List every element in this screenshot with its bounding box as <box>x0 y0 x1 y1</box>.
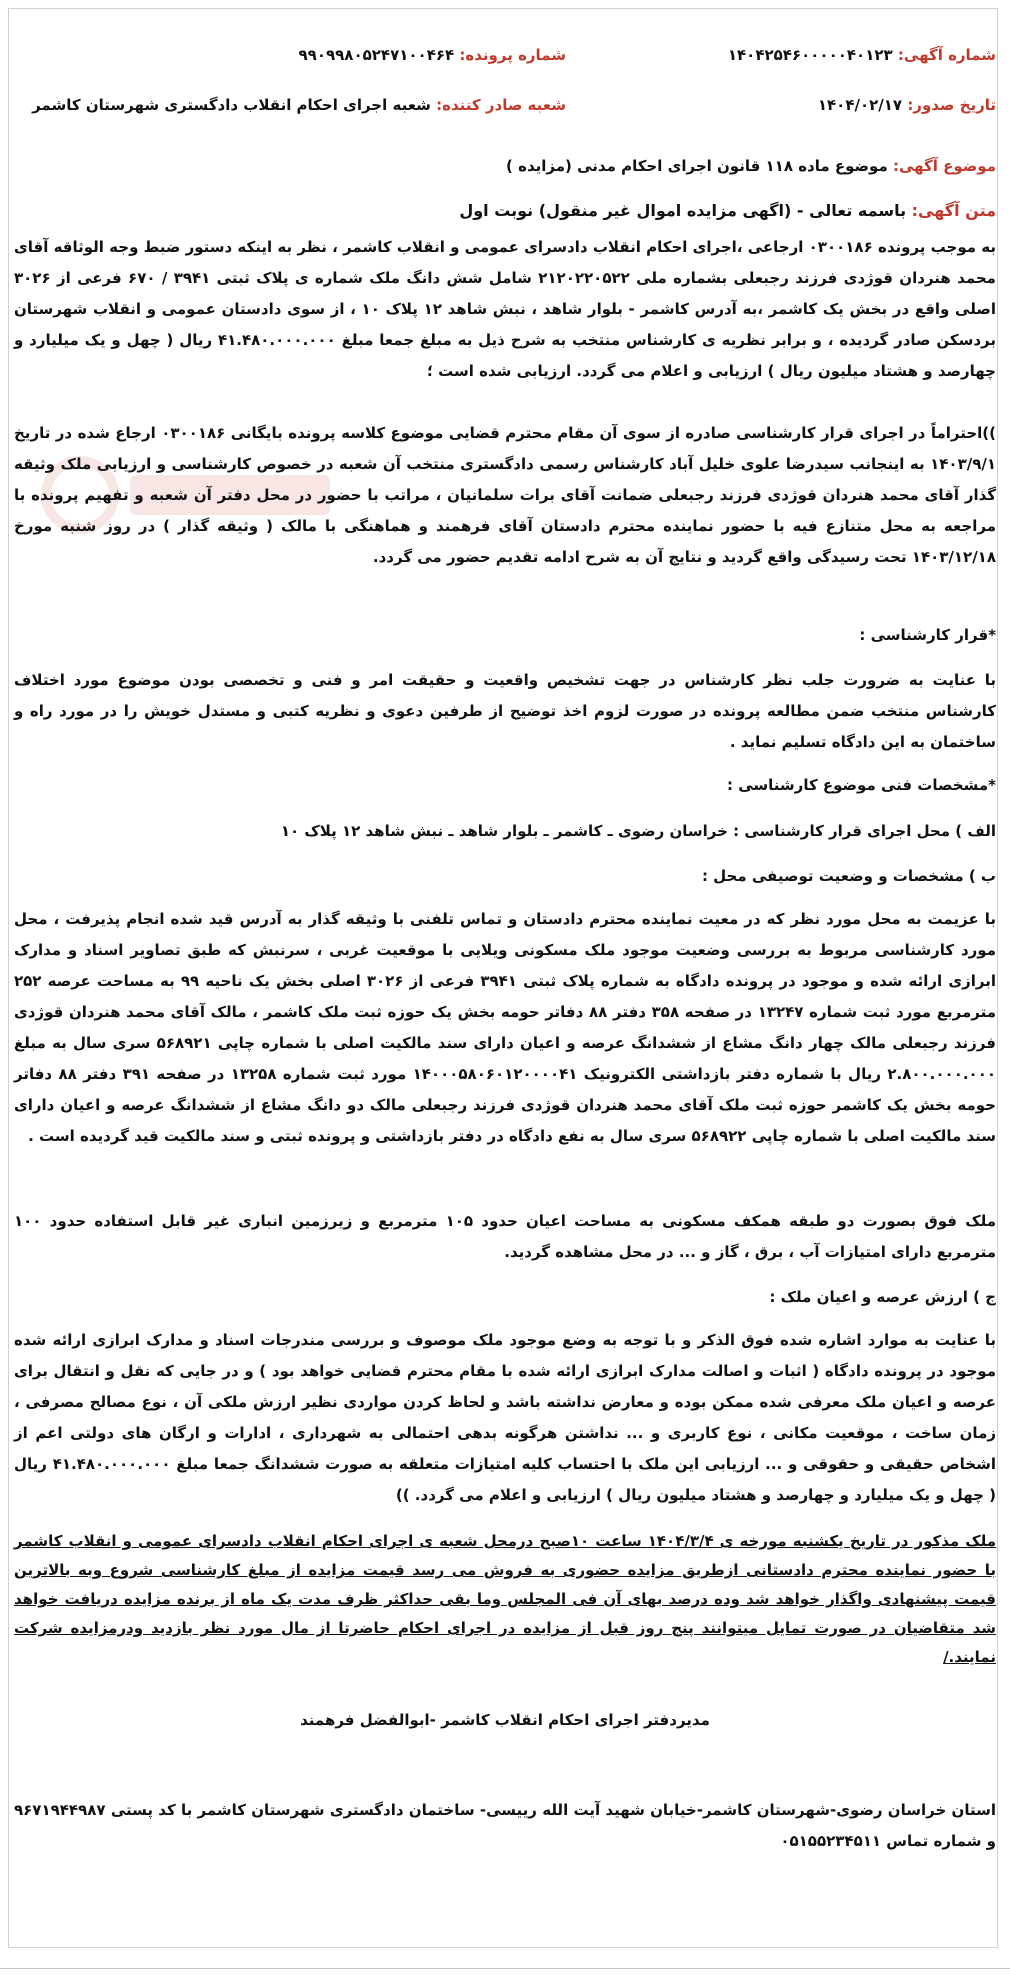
heading-expert-order: *قرار کارشناسی : <box>859 626 996 644</box>
issue-date: ۱۴۰۴/۰۲/۱۷ <box>817 96 903 114</box>
heading-tech-specs: *مشخصات فنی موضوع کارشناسی : <box>727 776 996 794</box>
text-header-value: باسمه تعالی - (اگهی مزایده اموال غیر منقول) نوبت اول <box>459 201 907 220</box>
section-jim: ج ) ارزش عرصه و اعیان ملک : <box>769 1288 996 1306</box>
case-number-label: شماره پرونده: <box>459 46 566 64</box>
paragraph-2: ))احتراماً در اجرای قرار کارشناسی صادره از سوی آن مقام محترم قضایی موضوع کلاسه پرونده بایگانی ۰۳۰۰۱۸۶ ارجاع شده در تاریخ ۱۴۰۳/۹/۱ به اینجانب سیدرضا علوی خلیل آباد کارشناس رسمی دادگستری منتخب آن شعبه در خصوص کارشناسی و ارزیابی ملک وثیقه گذار آقای محمد هنردان قوژدی فرزند رجبعلی ضمانت آقای برات سلمانیان ، مراتب با حضور در محل دفتر آن شعبه و تفهیم پرونده با مراجعه به محل متنازع فیه با حضور نماینده محترم دادستان آقای فرهمند و هماهنگی با مالک ( وثیقه گذار ) در روز شنبه مورخ ۱۴۰۳/۱۲/۱۸ تحت رسیدگی واقع گردید و نتایج آن به شرح ادامه تقدیم حضور می گردد. <box>14 424 996 566</box>
bottom-divider <box>0 1968 1010 1969</box>
section-be: ب ) مشخصات و وضعیت توصیفی محل : <box>701 867 996 885</box>
signature-line: مدیردفتر اجرای احکام انقلاب کاشمر -ابوالفضل فرهمند <box>300 1711 710 1729</box>
subject-label: موضوع آگهی: <box>892 157 996 175</box>
text-header-label: متن آگهی: <box>911 201 996 220</box>
issue-date-block <box>818 94 996 116</box>
notice-number-block <box>728 44 996 66</box>
issuing-branch-label: شعبه صادر کننده: <box>436 96 566 114</box>
paragraph-3: با عنایت به ضرورت جلب نظر کارشناس در جهت تشخیص واقعیت و حقیقت امر و فنی و تخصصی بودن موضوع مورد اختلاف کارشناس منتخب ضمن مطالعه پرونده در صورت لزوم اخذ توضیح از طرفین دعوی و نظریه کتبی و مستدل خویش را در مورد راه و ساختمان به این دادگاه تسلیم نماید . <box>14 671 996 751</box>
subject-value: موضوع ماده ۱۱۸ قانون اجرای احکام مدنی (مزایده ) <box>506 157 888 175</box>
paragraph-1: به موجب پرونده ۰۳۰۰۱۸۶ ارجاعی ،اجرای احکام انقلاب دادسرای عمومی و انقلاب کاشمر ، نظر به اینکه دستور ضبط وجه الوثاقه آقای محمد هنردان قوژدی فرزند رجبعلی بشماره ملی ۲۱۲۰۲۲۰۵۲۲ شامل شش دانگ ملک شماره ی پلاک ثبتی ۳۹۴۱ / ۶۷۰ فرعی از ۳۰۲۶ اصلی واقع در بخش یک کاشمر ،به آدرس کاشمر - بلوار شاهد ، نبش شاهد ۱۲ پلاک ۱۰ ، از سوی دادستان عمومی و انقلاب شهرستان بردسکن صادر گردیده ، و برابر نظریه ی کارشناس منتخب به شرح ذیل به مبلغ جمعا مبلغ ۴۱.۴۸۰.۰۰۰.۰۰۰ ریال ( چهل و یک میلیارد و چهارصد و هشتاد میلیون ریال ) ارزیابی و اعلام می گردد. ارزیابی شده است ؛ <box>14 238 997 380</box>
paragraph-4: با عزیمت به محل مورد نظر که در معیت نماینده محترم دادستان و تماس تلفنی با وثیقه گذار به آدرس قید شده انجام پذیرفت ، محل مورد کارشناسی مربوط به بررسی وضعیت موجود ملک مسکونی ویلایی با موقعیت غربی ، سرنبش که طبق تصاویر اسناد و مدارک ابرازی ارائه شده و موجود در پرونده دادگاه به شماره پلاک ثبتی ۳۹۴۱ فرعی از ۳۰۲۶ اصلی بخش یک ناحیه ۹۹ به مساحت عرصه ۲۵۲ مترمربع مورد ثبت شماره ۱۳۲۴۷ در صفحه ۳۵۸ دفتر ۸۸ دفاتر حومه بخش یک حوزه ثبت ملک کاشمر ، مالک آقای محمد هنردان قوژدی فرزند رجبعلی مالک چهار دانگ مشاع از ششدانگ عرصه و اعیان دارای سند مالکیت اصلی با شماره چاپی ۵۶۸۹۲۱ سری سال به مبلغ ۲.۸۰۰.۰۰۰.۰۰۰ ریال با شماره دفتر بازداشتی الکترونیک ۱۴۰۰۰۵۸۰۶۰۱۲۰۰۰۰۴۱ مورد ثبت شماره ۱۳۲۵۸ در صفحه ۳۹۱ دفتر ۸۸ دفاتر حومه بخش یک کاشمر حوزه ثبت ملک آقای محمد هنردان قوژدی فرزند رجبعلی مالک دو دانگ مشاع از ششدانگ عرصه و اعیان دارای سند مالکیت اصلی با شماره چاپی ۵۶۸۹۲۲ سری سال به نفع دادگاه در دفتر بازداشتی و پرونده ثبتی و سند مالکیت قید گردیده است . <box>14 910 997 1145</box>
issuing-branch-block <box>32 94 566 116</box>
text-header-row <box>14 200 996 222</box>
issuing-branch: شعبه اجرای احکام انقلاب دادگستری شهرستان کاشمر <box>32 96 431 114</box>
issue-date-label: تاریخ صدور: <box>907 96 996 114</box>
case-number: ۹۹۰۹۹۸۰۵۲۴۷۱۰۰۴۶۴ <box>298 46 455 64</box>
paragraph-6: با عنایت به موارد اشاره شده فوق الذکر و با توجه به وضع موجود ملک موصوف و بررسی مندرجات اسناد و مدارک ابرازی ارائه شده موجود در پرونده دادگاه ( اثبات و اصالت مدارک ابرازی ارائه شده با مقام محترم قضایی خواهد بود ) و در جایی که نقل و انتقال برای عرصه و اعیان ملک معرفی شده ممکن بوده و معارض نداشته باشد و لحاظ کردن مواردی نظیر ارزش ملکی آن ، نوع مصالح مصرفی ، زمان ساخت ، موقعیت مکانی ، نوع کاربری و ... نداشتن هرگونه بدهی احتمالی به شهرداری ، ادارات و ارگان های دولتی اعم از اشخاص حقیقی و حقوقی و ... ارزیابی این ملک با احتساب کلیه امتیازات متعلقه به صورت ششدانگ جمعا مبلغ ۴۱.۴۸۰.۰۰۰.۰۰۰ ریال ( چهل و یک میلیارد و چهارصد و هشتاد میلیون ریال ) ارزیابی و اعلام می گردد. )) <box>14 1331 996 1504</box>
paragraph-5: ملک فوق بصورت دو طبقه همکف مسکونی به مساحت اعیان حدود ۱۰۵ مترمربع و زیرزمین انباری غیر قابل استفاده حدود ۱۰۰ مترمربع دارای امتیازات آب ، برق ، گاز و ... در محل مشاهده گردید. <box>14 1212 996 1261</box>
subject-row <box>14 155 996 177</box>
notice-number-label: شماره آگهی: <box>897 46 996 64</box>
address-paragraph: استان خراسان رضوی-شهرستان کاشمر-خیابان شهید آیت الله رییسی- ساختمان دادگستری شهرستان کاشمر با کد پستی ۹۶۷۱۹۴۴۹۸۷ و شماره تماس ۰۵۱۵۵۲۳۴۵۱۱ <box>14 1801 996 1850</box>
notice-number: ۱۴۰۴۲۵۴۶۰۰۰۰۰۴۰۱۲۳ <box>727 46 893 64</box>
section-alef: الف ) محل اجرای قرار کارشناسی : خراسان رضوی ـ کاشمر ـ بلوار شاهد ـ نبش شاهد ۱۲ پلاک ۱۰ <box>280 822 996 840</box>
case-number-block <box>299 44 566 66</box>
auction-terms-paragraph: ملک مذکور در تاریخ یکشنبه مورخه ی ۱۴۰۴/۳/۴ ساعت ۱۰صبح درمحل شعبه ی اجرای احکام انقلاب دادسرای عمومی و انقلاب کاشمر با حضور نماینده محترم دادستانی ازطریق مزایده حضوری به فروش می رسد قیمت مزایده از مبلغ کارشناسی شروع وبه بالاترین قیمت پیشنهادی واگذار خواهد شد وده درصد بهای آن فی المجلس وما بقی حداکثر ظرف مدت یک ماه از برنده مزایده دریافت خواهد شد متقاضیان در صورت تمایل میتوانند پنج روز قبل از مزایده در اجرای احکام حاضرتا از مال مورد نظر بازدید ودرمزایده شرکت نمایند./ <box>14 1532 996 1666</box>
